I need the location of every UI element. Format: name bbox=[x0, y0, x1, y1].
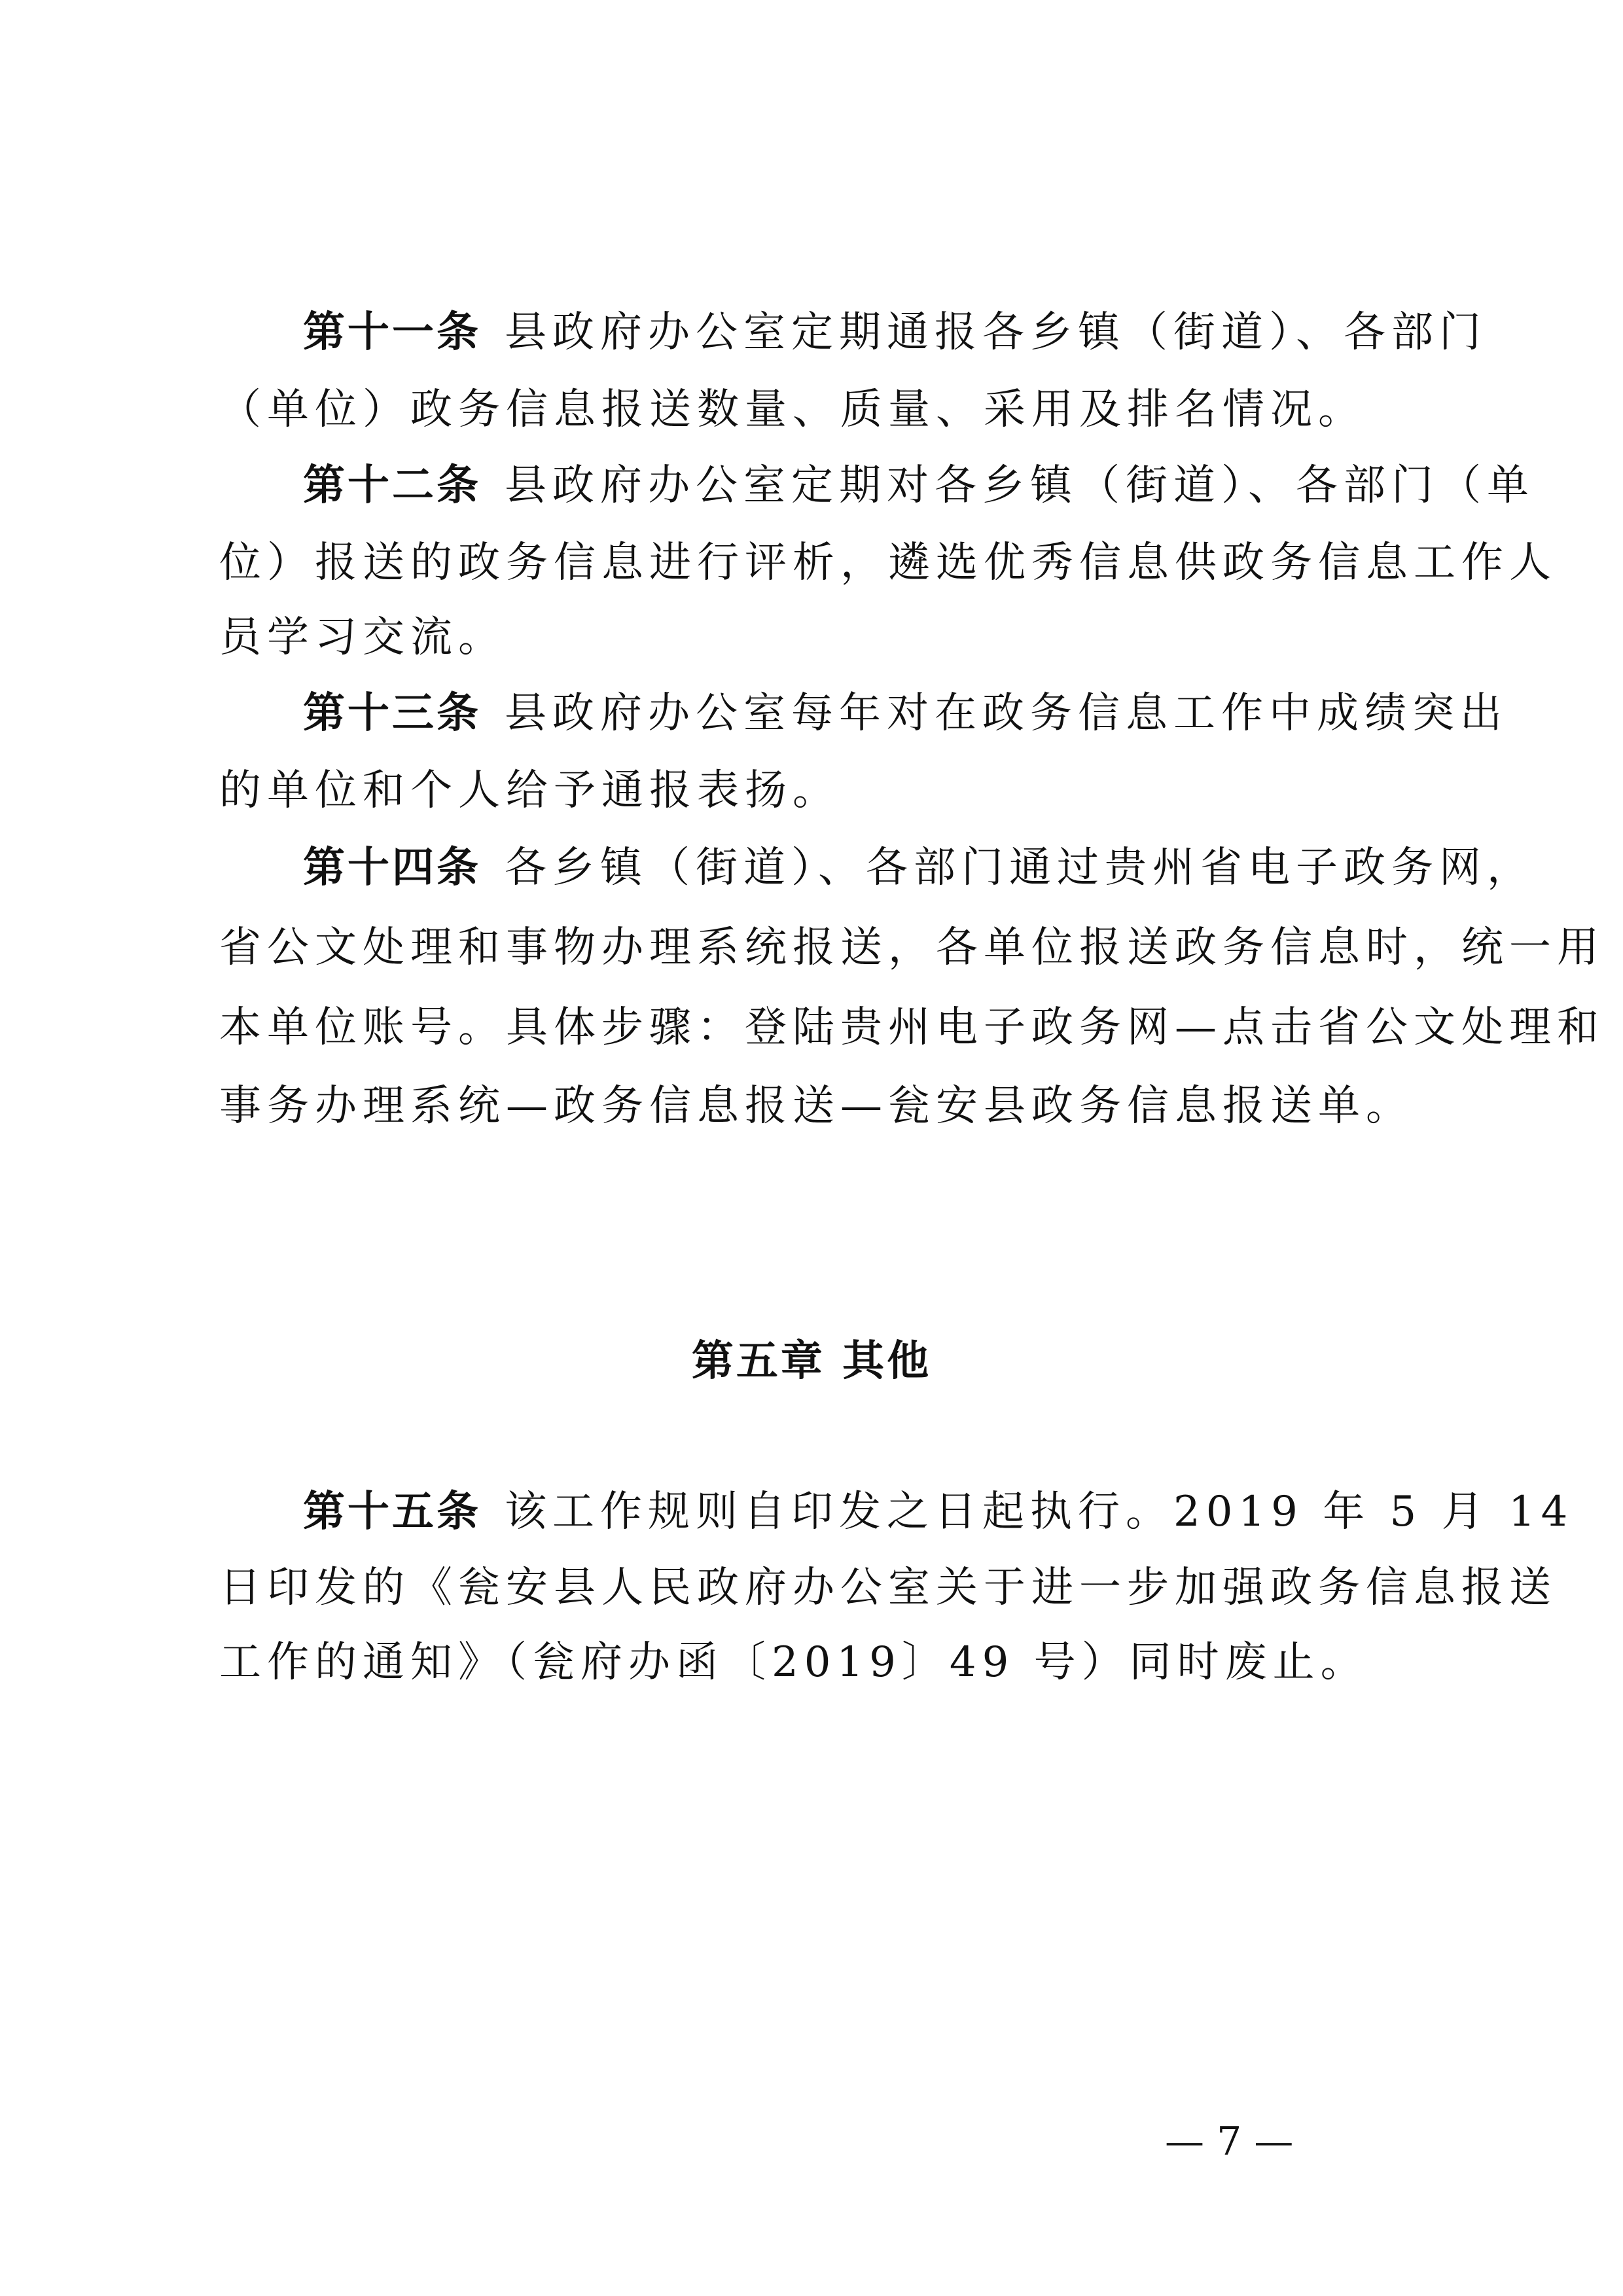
article-14-line-2: 省公文处理和事物办理系统报送，各单位报送政务信息时，统一用 bbox=[219, 924, 1605, 972]
article-15-line-3: 工作的通知》（瓮府办函〔2019〕49 号）同时废止。 bbox=[219, 1638, 1368, 1687]
article-14-line-1 bbox=[303, 842, 1535, 894]
chapter-heading: 第五章 其他 bbox=[691, 1337, 932, 1386]
article-13-line-2: 的单位和个人给予通报表扬。 bbox=[219, 766, 840, 815]
article-12-line-1 bbox=[303, 459, 1535, 512]
article-14-text-1: 各乡镇（街道）、各部门通过贵州省电子政务网， bbox=[505, 844, 1535, 892]
article-15-label: 第十五条 bbox=[303, 1488, 481, 1536]
article-15-text-1: 该工作规则自印发之日起执行。2019 年 5 月 14 bbox=[505, 1488, 1574, 1536]
article-15-line-2: 日印发的《瓮安县人民政府办公室关于进一步加强政务信息报送 bbox=[219, 1564, 1557, 1612]
article-12-label: 第十二条 bbox=[303, 461, 481, 510]
article-14-label: 第十四条 bbox=[303, 844, 481, 892]
page-number: — 7 — bbox=[1165, 2119, 1294, 2164]
article-12-line-2: 位）报送的政务信息进行评析，遴选优秀信息供政务信息工作人 bbox=[219, 539, 1557, 587]
article-13-label: 第十三条 bbox=[303, 689, 481, 738]
article-11-label: 第十一条 bbox=[303, 308, 481, 357]
article-14-line-3: 本单位账号。具体步骤：登陆贵州电子政务网—点击省公文处理和 bbox=[219, 1003, 1605, 1052]
article-15-line-1 bbox=[303, 1486, 1574, 1538]
article-13-text-1: 县政府办公室每年对在政务信息工作中成绩突出 bbox=[505, 689, 1508, 738]
article-11-line-1 bbox=[303, 306, 1487, 359]
article-11-line-2: （单位）政务信息报送数量、质量、采用及排名情况。 bbox=[219, 386, 1366, 434]
article-14-line-4: 事务办理系统—政务信息报送—瓮安县政务信息报送单。 bbox=[219, 1082, 1414, 1130]
article-11-text-1: 县政府办公室定期通报各乡镇（街道）、各部门 bbox=[505, 308, 1487, 357]
article-12-line-3: 员学习交流。 bbox=[219, 613, 506, 662]
article-12-text-1: 县政府办公室定期对各乡镇（街道）、各部门（单 bbox=[505, 461, 1535, 510]
article-13-line-1 bbox=[303, 687, 1508, 740]
